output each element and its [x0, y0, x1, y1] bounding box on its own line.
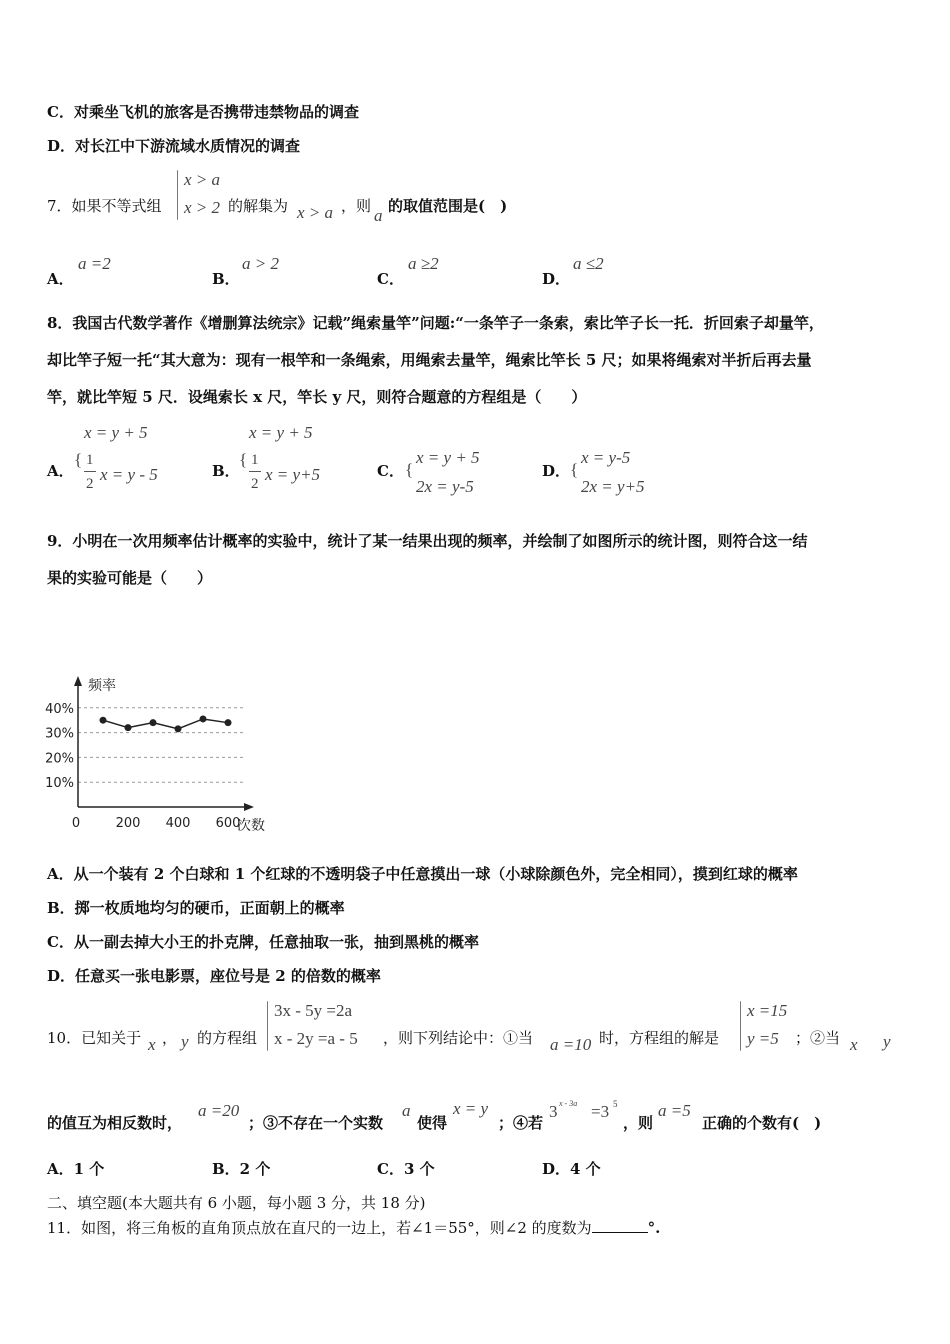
q8-option-b-frac-bar — [249, 471, 261, 472]
q10-cond3: x = y — [453, 1099, 489, 1118]
data-point — [100, 717, 107, 724]
q8-option-a-frac-den: 2 — [86, 476, 94, 492]
x-tick-label: 400 — [165, 816, 191, 831]
q8-option-d-brace: { — [570, 460, 579, 479]
x-tick-label: 200 — [115, 816, 141, 831]
q7-system-eq1: x > a — [184, 170, 221, 189]
q8-option-a-frac-bar — [84, 471, 96, 472]
q7-system-eq2: x > 2 — [184, 198, 221, 217]
q10-mid4: ；②当 — [795, 1029, 841, 1047]
q10-var-y2: y — [883, 1032, 891, 1051]
q8-option-c-brace: { — [405, 460, 414, 479]
q8-option-b-label: B． — [212, 462, 240, 480]
x-tick-label: 600 — [215, 816, 241, 831]
q8-option-a-brace: { — [74, 450, 83, 469]
q7-solution: x > a — [297, 203, 334, 222]
q10-cond1: a =10 — [550, 1035, 592, 1054]
q7-option-d-expr: a ≤2 — [573, 254, 604, 273]
q10-line2c: 使得 — [417, 1114, 448, 1132]
q7-mid-text: 的解集为 — [228, 197, 289, 215]
q7-option-b-label: B． — [212, 270, 240, 288]
y-tick-label: 30% — [45, 726, 74, 742]
q7-option-a-label: A． — [47, 270, 74, 288]
q9-line2: 果的实验可能是（ ） — [47, 569, 213, 587]
y-tick-label: 20% — [45, 751, 74, 767]
q7-var-a: a — [374, 206, 383, 225]
q10-var-x: x — [148, 1035, 156, 1054]
q10-mid2: ，则下列结论中：①当 — [383, 1029, 534, 1047]
q8-option-b-eq1: x = y + 5 — [249, 423, 313, 442]
frequency-line-chart — [40, 670, 280, 840]
q9-option-b: B．掷一枚质地均匀的硬币，正面朝上的概率 — [47, 899, 345, 917]
q8-option-b-frac-den: 2 — [251, 476, 259, 492]
q8-option-b-frac-num: 1 — [251, 452, 259, 468]
data-point — [150, 719, 157, 726]
data-point — [225, 719, 232, 726]
y-tick-label: 40% — [45, 701, 74, 717]
q8-option-c-label: C． — [377, 462, 404, 480]
q10-power-exp: x - 3a — [559, 1099, 578, 1108]
q8-line1: 8．我国古代数学著作《增删算法统宗》记载”绳索量竿”问题:“一条竿子一条索，索比竿子长一托．折回索子却量竿， — [47, 314, 824, 332]
q10-line2f: 正确的个数有( ) — [702, 1114, 822, 1132]
q6-option-d: D．对长江中下游流域水质情况的调查 — [47, 137, 301, 155]
q9-option-d: D．任意买一张电影票，座位号是 2 的倍数的概率 — [47, 967, 381, 985]
q7-mid-text-2: ，则 — [341, 197, 372, 215]
q10-power-exp2: 5 — [613, 1099, 618, 1109]
q11-prefix: 11．如图，将三角板的直角顶点放在直尺的一边上，若∠1＝55°，则∠2 的度数为 — [47, 1219, 592, 1237]
q10-mid: 的方程组 — [197, 1029, 258, 1047]
q7-option-d-label: D． — [542, 270, 571, 288]
y-axis-arrow — [74, 676, 82, 686]
data-point — [175, 725, 182, 732]
q8-line2: 却比竿子短一托“其大意为：现有一根竿和一条绳索，用绳索去量竿，绳索比竿长 5 尺；如果将绳索对半折后再去量 — [47, 351, 812, 369]
q10-system-eq1: 3x - 5y =2a — [274, 1001, 353, 1020]
x-axis-arrow — [244, 803, 254, 811]
q6-option-c: C．对乘坐飞机的旅客是否携带违禁物品的调查 — [47, 103, 359, 121]
q10-comma: ， — [162, 1029, 178, 1047]
q10-mid3: 时，方程组的解是 — [599, 1029, 720, 1047]
section-heading: 二、填空题(本大题共有 6 小题，每小题 3 分，共 18 分) — [47, 1194, 426, 1212]
q8-option-c-eq1: x = y + 5 — [416, 448, 480, 467]
series-line — [103, 719, 228, 729]
q10-prefix: 10．已知关于 — [47, 1029, 142, 1047]
data-point — [200, 715, 207, 722]
q8-line3: 竿，就比竿短 5 尺．设绳索长 x 尺，竿长 y 尺，则符合题意的方程组是（ ） — [47, 388, 587, 406]
q10-line2d: ；④若 — [498, 1114, 544, 1132]
q8-option-b-brace: { — [239, 450, 248, 469]
q8-option-c-eq2: 2x = y-5 — [416, 477, 474, 496]
q10-system-brace — [267, 1001, 268, 1051]
q9-option-c: C．从一副去掉大小王的扑克牌，任意抽取一张，抽到黑桃的概率 — [47, 933, 479, 951]
q10-solution-x: x =15 — [747, 1001, 788, 1020]
q7-system-brace — [177, 170, 178, 220]
q8-option-a-eq1: x = y + 5 — [84, 423, 148, 442]
q10-power-eq: =3 — [591, 1102, 610, 1121]
q8-option-a-eq2: x = y - 5 — [100, 465, 158, 484]
q8-option-d-eq2: 2x = y+5 — [581, 477, 645, 496]
q10-power-base: 3 — [549, 1102, 558, 1121]
q10-cond2: a =20 — [198, 1101, 240, 1120]
q10-solution-brace — [740, 1001, 741, 1051]
q11-text — [47, 1218, 660, 1238]
q8-option-b-eq2: x = y+5 — [265, 465, 321, 484]
q10-line2a: 的值互为相反数时， — [47, 1114, 183, 1132]
q10-line2b: ；③不存在一个实数 — [248, 1114, 384, 1132]
q10-cond4: a =5 — [658, 1101, 691, 1120]
q10-solution-y: y =5 — [747, 1029, 779, 1048]
q10-option-d: D．4 个 — [542, 1160, 601, 1178]
q10-option-b: B．2 个 — [212, 1160, 271, 1178]
q10-line2e: ，则 — [623, 1114, 654, 1132]
q8-option-d-eq1: x = y-5 — [581, 448, 631, 467]
q8-option-a-frac-num: 1 — [86, 452, 94, 468]
x-tick-label: 0 — [71, 816, 81, 831]
y-tick-label: 10% — [45, 776, 74, 792]
q10-option-c: C．3 个 — [377, 1160, 435, 1178]
x-axis-label: 次数 — [237, 818, 265, 834]
q10-system-eq2: x - 2y =a - 5 — [274, 1029, 358, 1048]
q8-option-a-label: A． — [47, 462, 74, 480]
q8-option-d-label: D． — [542, 462, 571, 480]
q9-option-a: A．从一个装有 2 个白球和 1 个红球的不透明袋子中任意摸出一球（小球除颜色外，完全相同），摸到红球的概率 — [47, 865, 798, 883]
q7-prefix: 7．如果不等式组 — [47, 197, 162, 215]
q7-suffix: 的取值范围是( ) — [388, 197, 508, 215]
q10-option-a: A．1 个 — [47, 1160, 105, 1178]
q7-option-b-expr: a > 2 — [242, 254, 279, 273]
q10-var-x2: x — [850, 1035, 858, 1054]
q10-var-a: a — [402, 1101, 411, 1120]
q7-option-a-expr: a =2 — [78, 254, 111, 273]
q7-option-c-expr: a ≥2 — [408, 254, 439, 273]
q9-line1: 9．小明在一次用频率估计概率的实验中，统计了某一结果出现的频率，并绘制了如图所示的统计图，则符合这一结 — [47, 532, 808, 550]
q7-option-c-label: C． — [377, 270, 404, 288]
y-axis-label: 频率 — [88, 678, 116, 694]
data-point — [125, 724, 132, 731]
answer-blank[interactable] — [592, 1218, 648, 1233]
q10-var-y: y — [181, 1032, 189, 1051]
q11-suffix: °. — [647, 1219, 661, 1237]
